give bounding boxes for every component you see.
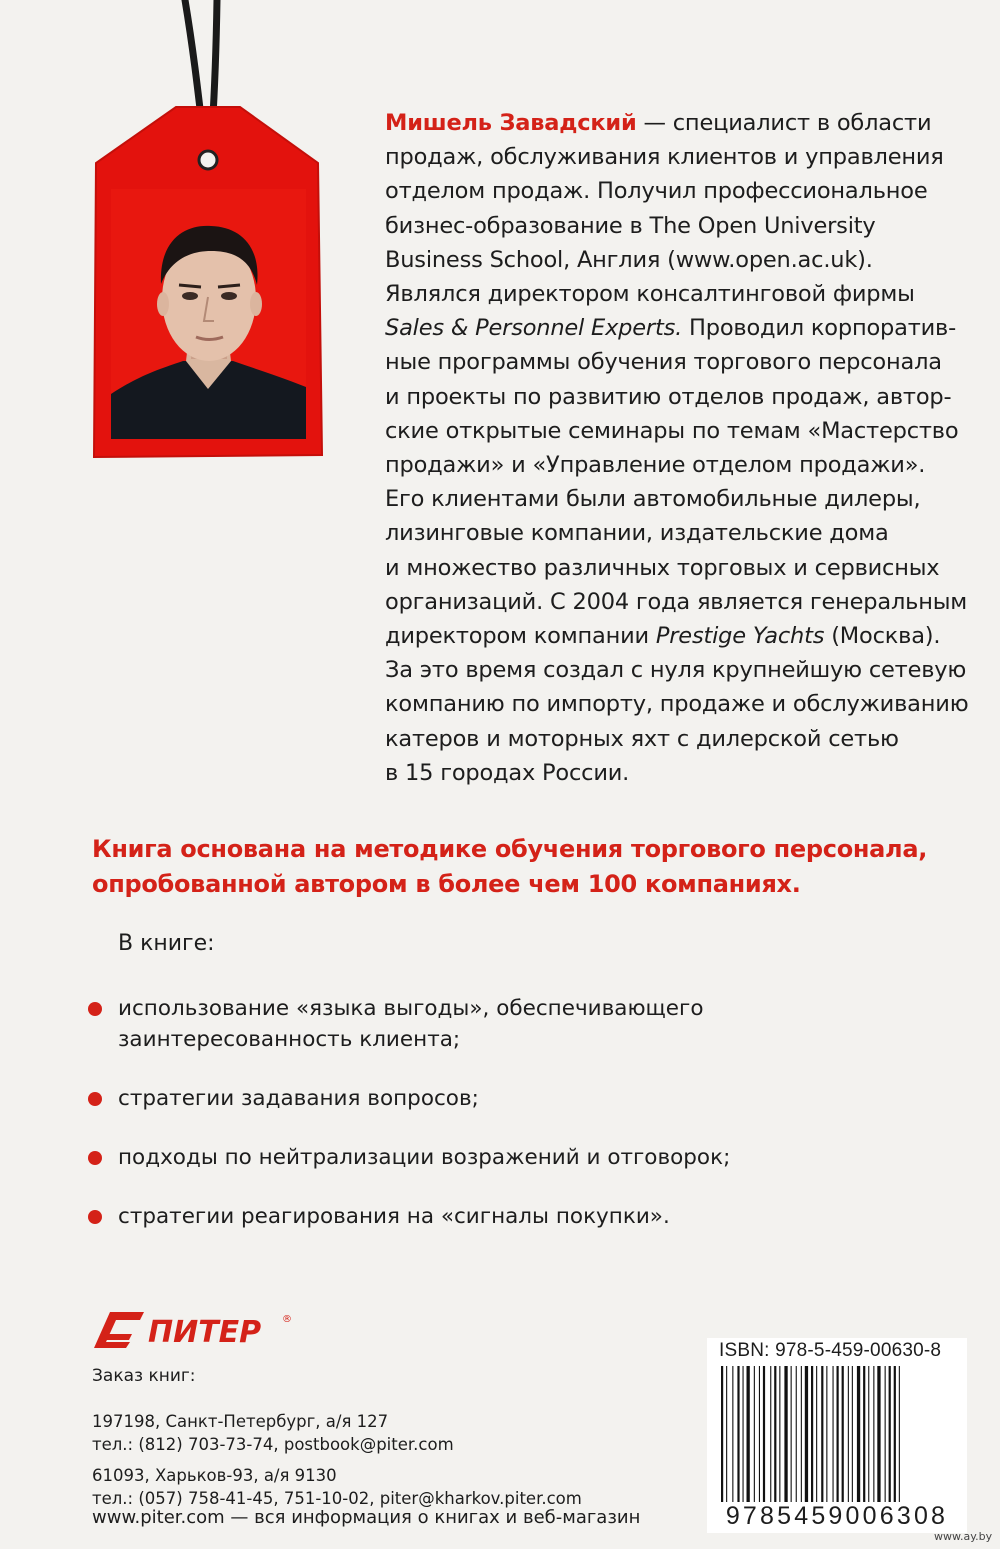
bio-line: ные программы обучения торгового персонала <box>385 349 942 376</box>
book-headline: Книга основана на методике обучения торгового персонала, опробованной автором в более чем 100 компаниях. <box>92 835 928 898</box>
bio-line: и множество различных торговых и сервисных <box>385 554 940 581</box>
bio-line: катеров и моторных яхт с дилерской сетью <box>385 725 899 752</box>
bio-line: организаций. С 2004 года является генеральным <box>385 588 968 615</box>
book-contents-list <box>88 993 868 1232</box>
bio-line: продаж, обслуживания клиентов и управления <box>385 144 944 171</box>
bio-line: Sales & Personnel Experts. Проводил корпоратив- <box>385 315 957 342</box>
bio-line: компанию по импорту, продаже и обслуживанию <box>385 691 969 718</box>
bullet-icon <box>88 1092 102 1106</box>
author-biography <box>385 106 985 790</box>
watermark: www.ay.by <box>934 1530 993 1543</box>
bullet-icon <box>88 1151 102 1165</box>
bullet-icon <box>88 1002 102 1016</box>
list-item: стратегии реагирования на «сигналы покупки». <box>88 1201 868 1232</box>
isbn-digits: 9785459006308 <box>707 1502 967 1531</box>
company-name: Prestige Yachts <box>655 623 825 650</box>
barcode-icon <box>719 1366 959 1508</box>
bio-line: в 15 городах России. <box>385 759 630 786</box>
publisher-logo-text: ПИТЕР <box>148 1315 262 1350</box>
bio-line: и проекты по развитию отделов продаж, автор- <box>385 383 952 410</box>
bio-line: Являлся директором консалтинговой фирмы <box>385 281 915 308</box>
order-heading: Заказ книг: <box>92 1366 196 1386</box>
bio-line: лизинговые компании, издательские дома <box>385 520 889 547</box>
tag-hole-icon <box>199 151 217 169</box>
website-line: www.piter.com — вся информация о книгах и веб-магазин <box>92 1507 641 1528</box>
bullet-icon <box>88 1210 102 1224</box>
bio-line: отделом продаж. Получил профессиональное <box>385 178 928 205</box>
list-item: использование «языка выгоды», обеспечивающего заинтересованность клиента; <box>88 993 868 1055</box>
spb-office: 197198, Санкт-Петербург, а/я 127 тел.: (812) 703-73-74, postbook@piter.com <box>92 1412 454 1454</box>
isbn-label: ISBN: 978-5-459-00630-8 <box>719 1340 942 1361</box>
bio-line: продажи» и «Управление отделом продажи». <box>385 452 926 479</box>
order-info <box>92 1365 692 1518</box>
publisher-logo <box>92 1310 302 1350</box>
author-portrait <box>111 189 306 439</box>
list-item: подходы по нейтрализации возражений и отговорок; <box>88 1142 868 1173</box>
company-name: Sales & Personnel Experts. <box>385 315 683 342</box>
list-item: стратегии задавания вопросов; <box>88 1083 868 1114</box>
bio-line: Его клиентами были автомобильные дилеры, <box>385 486 921 513</box>
bio-line: Business School, Англия (www.open.ac.uk). <box>385 246 873 273</box>
author-name: Мишель Завадский <box>385 110 637 136</box>
in-book-heading: В книге: <box>118 931 215 956</box>
isbn-barcode-block <box>707 1338 967 1533</box>
kharkov-office: 61093, Харьков-93, а/я 9130 тел.: (057) 758-41-45, 751-10-02, piter@kharkov.piter.com <box>92 1466 582 1508</box>
svg-text:®: ® <box>282 1314 292 1325</box>
bio-line: ские открытые семинары по темам «Мастерство <box>385 417 959 444</box>
bio-line: Мишель Завадский — специалист в области <box>385 110 932 136</box>
bio-line: директором компании Prestige Yachts (Москва). <box>385 623 941 650</box>
bio-line: бизнес-образование в The Open University <box>385 212 876 239</box>
bio-line: За это время создал с нуля крупнейшую сетевую <box>385 657 967 684</box>
